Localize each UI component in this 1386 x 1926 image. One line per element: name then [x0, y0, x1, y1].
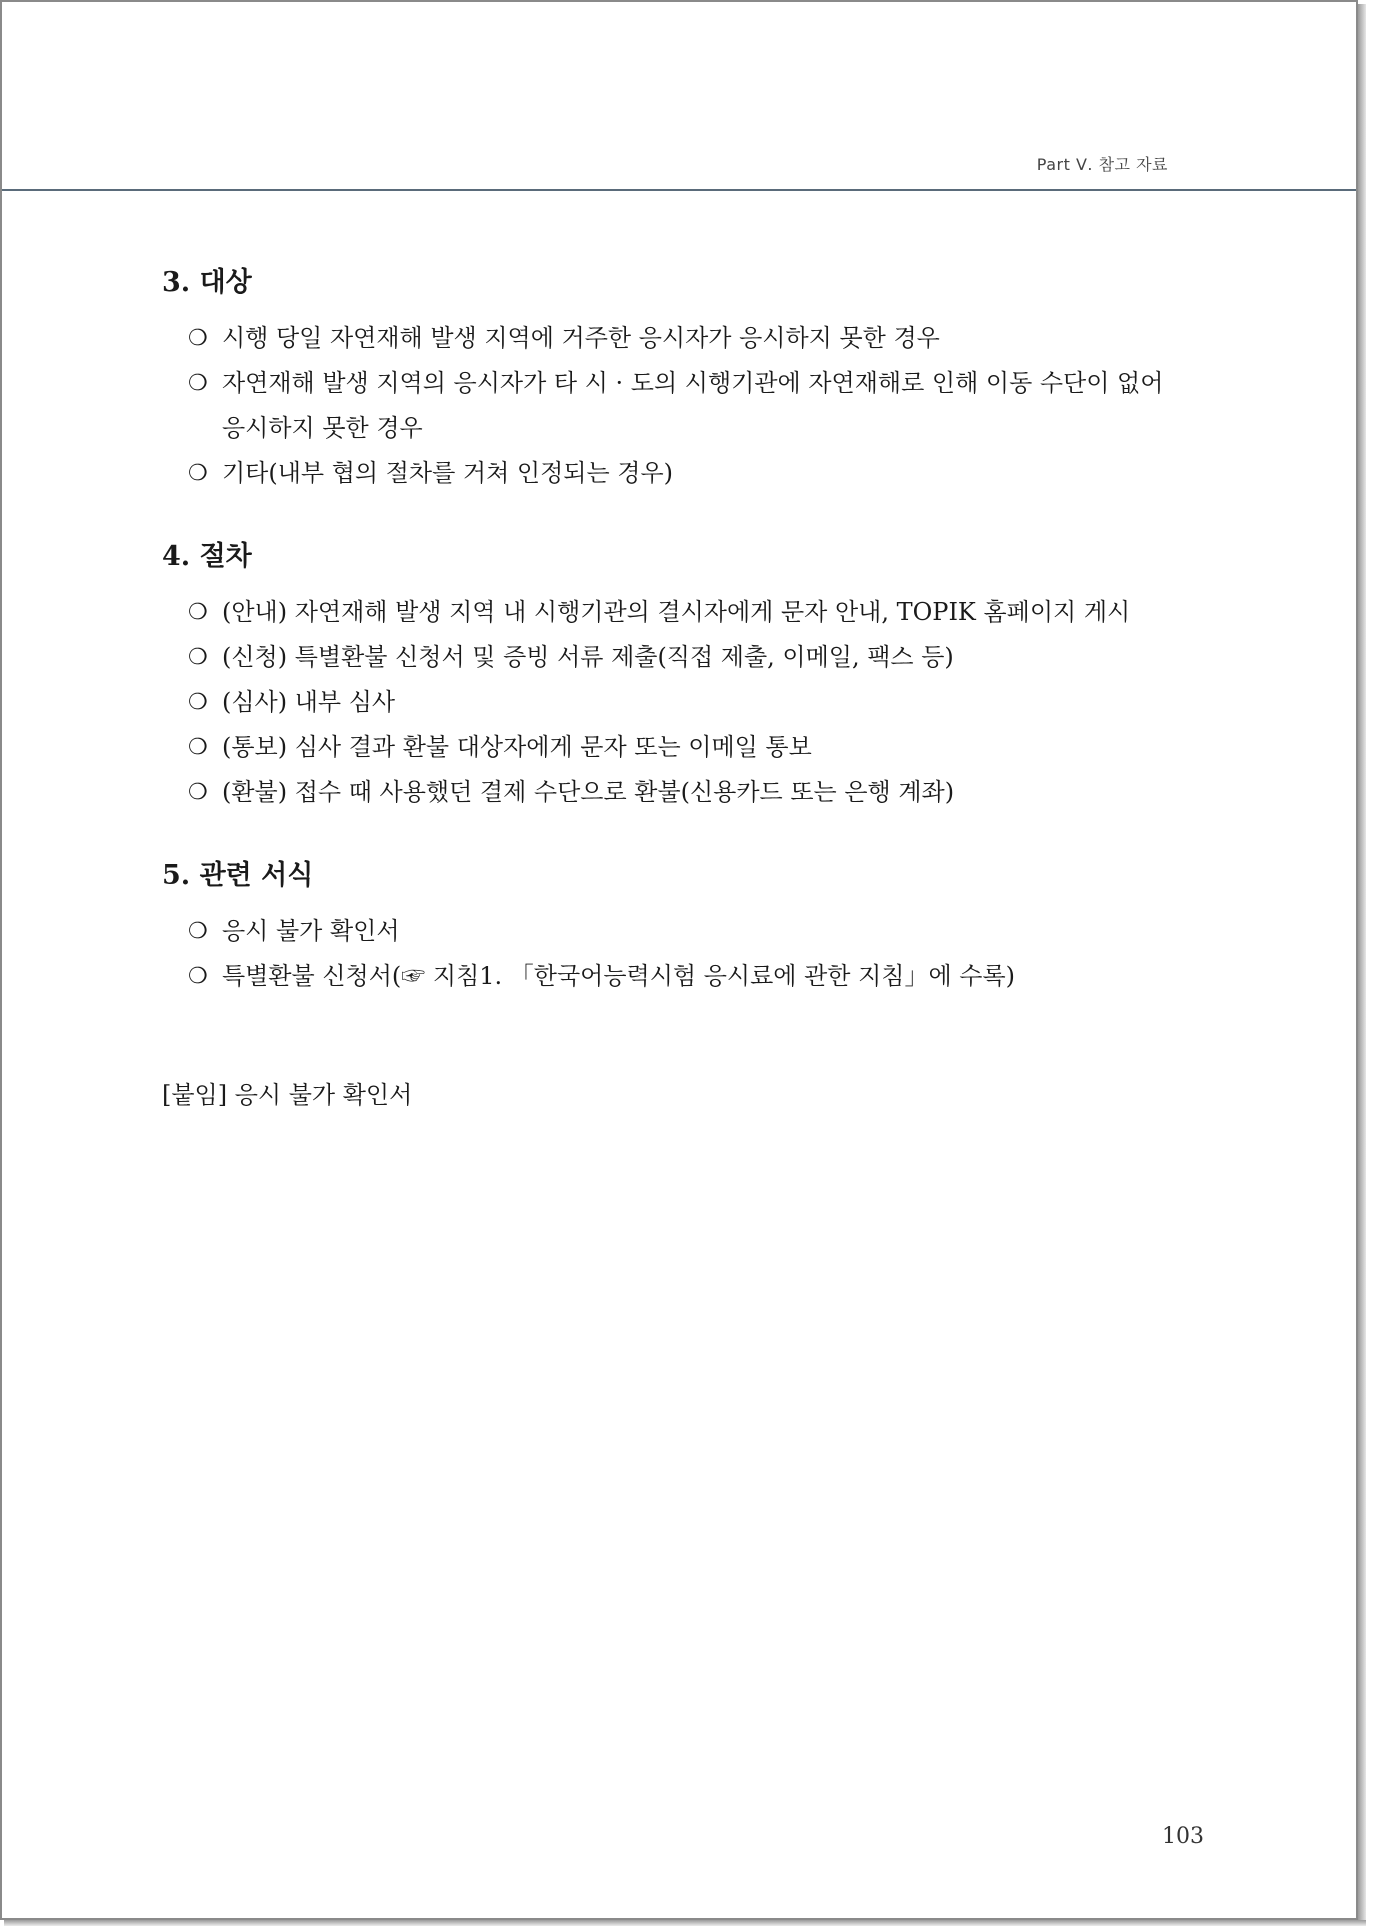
page-edge-shadow [1358, 4, 1366, 1924]
list-item-text: 특별환불 신청서(☞ 지침1. 「한국어능력시험 응시료에 관한 지침」에 수록) [222, 962, 1015, 990]
circle-bullet-icon: ❍ [188, 964, 208, 989]
section-title: 5. 관련 서식 [162, 860, 314, 891]
attachment-note: [붙임] 응시 불가 확인서 [162, 1081, 413, 1109]
section-title: 3. 대상 [162, 267, 252, 298]
list-item [162, 725, 1222, 770]
section-target [162, 260, 1222, 496]
running-header: Part Ⅴ. 참고 자료 [1036, 155, 1168, 174]
section-related-forms [162, 853, 1222, 999]
circle-bullet-icon: ❍ [188, 919, 208, 944]
circle-bullet-icon: ❍ [188, 645, 208, 670]
list-item-text: 응시 불가 확인서 [222, 917, 400, 945]
header-divider [2, 189, 1356, 191]
list-item [162, 361, 1222, 451]
list-item-text: 기타(내부 협의 절차를 거쳐 인정되는 경우) [222, 459, 673, 487]
list-item-text: (통보) 심사 결과 환불 대상자에게 문자 또는 이메일 통보 [222, 733, 812, 761]
list-item [162, 680, 1222, 725]
list-item-text: (심사) 내부 심사 [222, 688, 396, 716]
page-number: 103 [1162, 1824, 1204, 1849]
circle-bullet-icon: ❍ [188, 735, 208, 760]
circle-bullet-icon: ❍ [188, 600, 208, 625]
circle-bullet-icon: ❍ [188, 461, 208, 486]
circle-bullet-icon: ❍ [188, 326, 208, 351]
list-item-text: (신청) 특별환불 신청서 및 증빙 서류 제출(직접 제출, 이메일, 팩스 등) [222, 643, 954, 671]
list-item [162, 316, 1222, 361]
list-item [162, 451, 1222, 496]
list-item [162, 770, 1222, 815]
section-title: 4. 절차 [162, 541, 252, 572]
list-item-text: 자연재해 발생 지역의 응시자가 타 시 · 도의 시행기관에 자연재해로 인해 이동 수단이 없어 응시하지 못한 경우 [222, 369, 1164, 442]
circle-bullet-icon: ❍ [188, 690, 208, 715]
page-content [162, 260, 1222, 1118]
list-item-text: (안내) 자연재해 발생 지역 내 시행기관의 결시자에게 문자 안내, TOPIK 홈페이지 게시 [222, 598, 1131, 626]
section-procedure [162, 534, 1222, 815]
list-item [162, 635, 1222, 680]
list-item-text: 시행 당일 자연재해 발생 지역에 거주한 응시자가 응시하지 못한 경우 [222, 324, 940, 352]
list-item-text: (환불) 접수 때 사용했던 결제 수단으로 환불(신용카드 또는 은행 계좌) [222, 778, 955, 806]
list-item [162, 590, 1222, 635]
list-item [162, 954, 1222, 999]
circle-bullet-icon: ❍ [188, 371, 208, 396]
page-bottom-shadow [4, 1920, 1366, 1926]
list-item [162, 909, 1222, 954]
circle-bullet-icon: ❍ [188, 780, 208, 805]
